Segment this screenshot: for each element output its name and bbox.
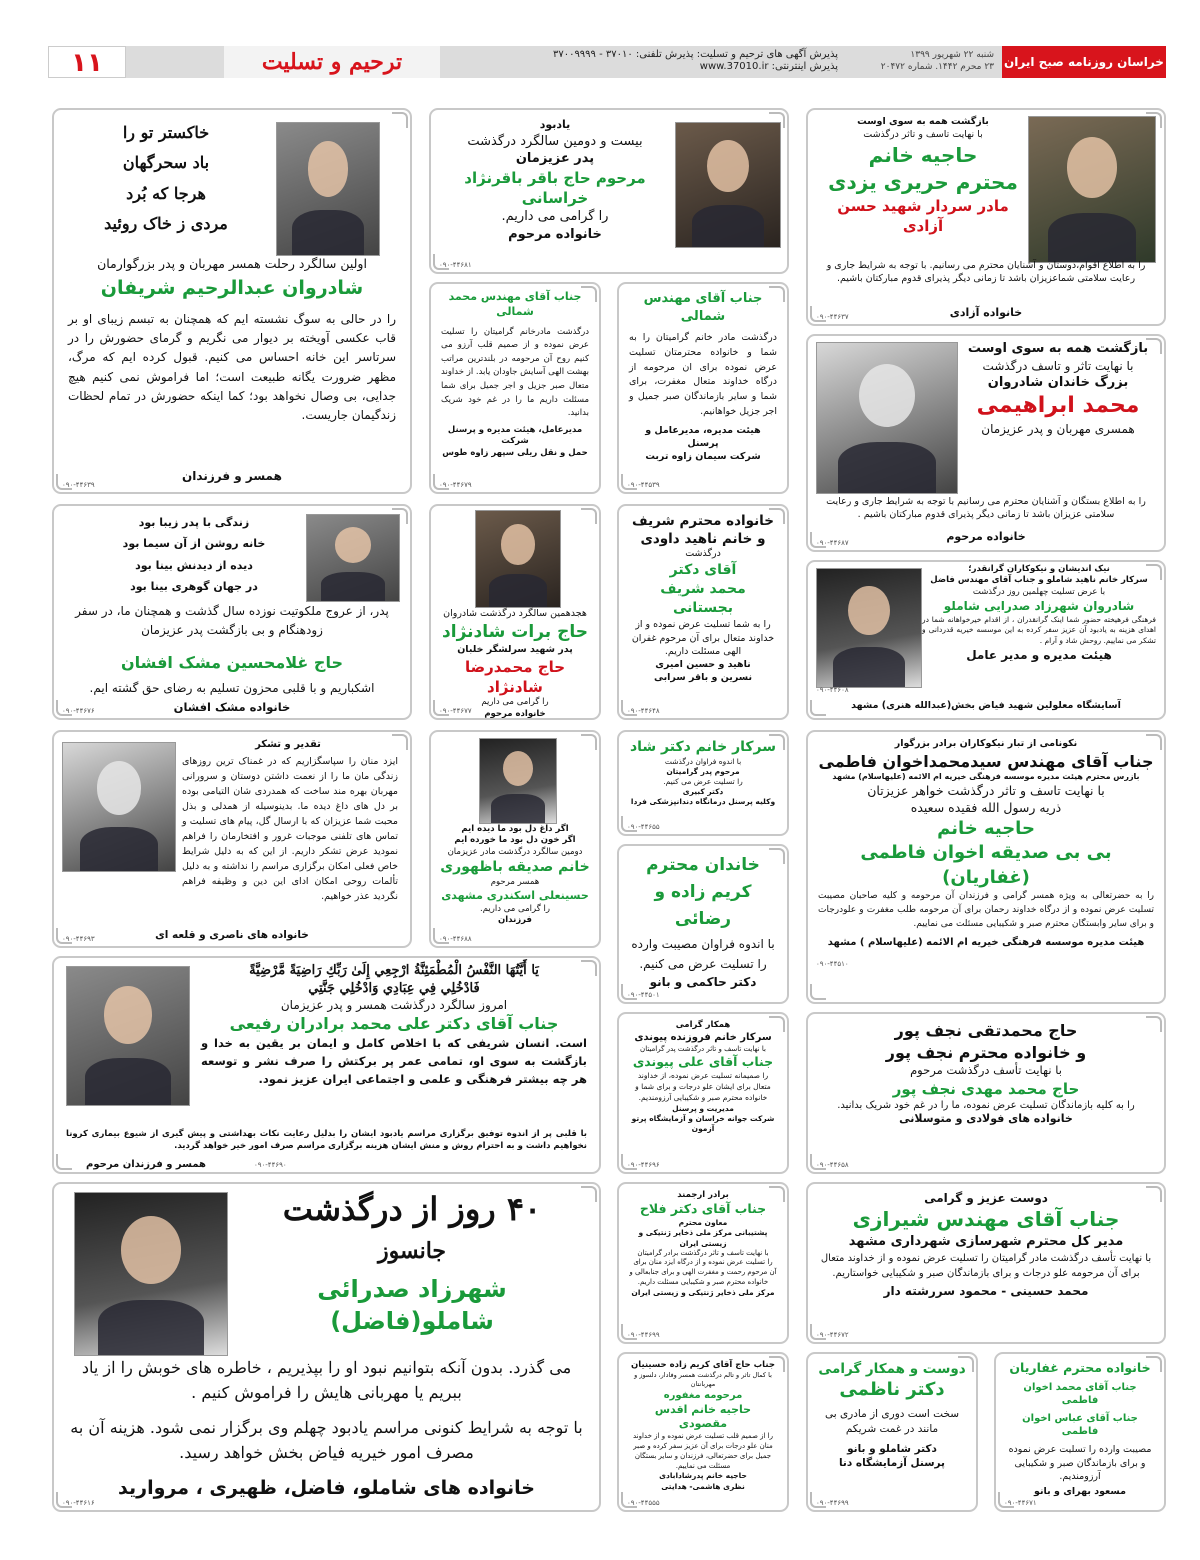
newspaper-logo: خراسان روزنامه صبح ایران (1002, 46, 1166, 78)
portrait-photo (475, 510, 561, 608)
issue-date: شنبه ۲۲ شهریور ۱۳۹۹ ۲۳ محرم ۱۴۴۲. شماره ۲۰۴۷۲ (880, 50, 994, 72)
ad-hariri-yazdi: بازگشت همه به سوی اوست با نهایت تاسف و تاثر درگذشت حاجیه خانم محترم حریری یزدی مادر سردار شهید حسن آزادی را به اطلاع اقوام،دوستان و آشنایان محترم می رسانیم. با توجه به شرایط جاری و رعایت سلامتی شماعزیزان باشد تا زمانی دیگر پذیرای قدوم مبارکتان باشیم. خانواده آزادی ۰۹۰-۴۴۶۳۷ (806, 108, 1166, 326)
portrait-photo (479, 738, 557, 824)
portrait-photo (62, 742, 176, 872)
portrait-photo (675, 122, 781, 248)
portrait-photo (1028, 116, 1156, 263)
ad-najafpour: حاج محمدتقی نجف پور و خانواده محترم نجف پور با نهایت تأسف درگذشت مرحوم حاج محمد مهدی نجف پور را به کلیه بازماندگان تسلیت عرض نموده، ما را در غم خود شریک بدانید. خانواده های فولادی و متوسلانی ۰۹۰-۴۴۶۵۸ (806, 1012, 1166, 1174)
ad-dr-fallah: برادر ارجمند جناب آقای دکتر فلاح معاون محترم پشتیبانی مرکز ملی ذخایر ژنتیکی و زیستی ایران با نهایت تاسف و تاثر درگذشت برادر گرامیتان را تسلیت عرض نموده و از درگاه ایزد منان برای آن مرحوم رحمت و مغفرت الهی و برای جنابعالی و خانواده محترم صبر و شکیبایی مسئلت داریم. مرکز ملی ذخایر ژنتیکی و زیستی ایران ۰۹۰-۴۴۶۹۹ (617, 1182, 789, 1344)
ad-naseri-thanks: تقدیر و تشکر ایزد منان را سپاسگزاریم که در غمناک ترین روزهای زندگی مان ما را از نعمت داشتن دوستان و سرورانی مهربان بهره مند ساخت که همدردی شان التیامی بوده بر دل های داغ دیده ما. بدینوسیله از همدلی و بذل محبت شما عزیزان که با ارسال گل، پیام های تسلیت و تماس های تلفنی موجبات غرور و افتخارمان را فراهم نمودید عرض تشکر داریم. از این که به دلیل شرایط خاص فعلی امکان برگزاری مراسم را نداشته و به دلیل تألمات روحی امکان ادای این دین و وظیفه فراهم نگردید عذر خواهیم. خانواده های ناصری و قلعه ای ۰۹۰-۴۴۶۹۳ (52, 730, 412, 948)
ad-40th-day-shamlou: ۴۰ روز از درگذشت جانسوز شهرزاد صدرائی شاملو(فاضل) می گذرد. بدون آنکه بتوانیم نبود او را بپذیریم ، خاطره های خوبش را از یاد ببریم یا مهربانی هایش را فراموش کنیم . با توجه به شرایط کنونی مراسم یادبود چهلم وی برگزار نمی شود. هزینه آن به مصرف امور خیریه فیاض بخش خواهد رسید. خانواده های شاملو، فاضل، ظهیری ، مروارید ۰۹۰-۴۴۶۱۶ (52, 1182, 601, 1512)
ad-dr-shad: سرکار خانم دکتر شاد با اندوه فراوان درگذشت مرحوم پدر گرامیتان را تسلیت عرض می کنیم. دکتر کبیری وکلیه پرسنل درمانگاه دندانپزشکی فردا ۰۹۰-۴۴۶۵۵ (617, 730, 789, 836)
portrait-photo (276, 122, 380, 256)
ad-karimzadeh-hosseinian: جناب حاج آقای کریم زاده حسینیان با کمال تاثر و تالم درگذشت همسر وفادار، دلسوز و مهربانتان مرحومه مغفوره حاجیه خانم اقدس مقصودی را از صمیم قلب تسلیت عرض نموده و از خداوند منان علو درجات برای آن عزیز سفر کرده و صبر جمیل برای حضرتعالی، فرزندان و سایر بستگان مسئلت می نماییم. حاجیه خانم پدرشادابادی نظری هاشمی- هدایتی ۰۹۰-۴۴۵۵۵ (617, 1352, 789, 1512)
ad-shadnejad: هجدهمین سالگرد درگذشت شادروان حاج برات شادنژاد پدر شهید سرلشگر خلبان حاج محمدرضا شادنژاد را گرامی می داریم خانواده مرحوم ۰۹۰-۴۴۶۷۷ (429, 504, 601, 720)
portrait-photo (74, 1192, 228, 1356)
ad-sharifan: خاکستر تو را باد سحرگهان هرجا که بُرد مردی ز خاک روئید اولین سالگرد رحلت همسر مهربان و پدر بزرگوارمان شادروان عبدالرحیم شریفان را در حالی به سوگ نشسته ایم که همچنان به تبسم زیبای او بر قاب عکسی آویخته بر دیوار می نگریم و گرمای حضورش را در سرتاسر این خانه احساس می کنیم. قبول کرده ایم که مرگ، مظهر ضرورت یگانه طبیعت است؛ اما فراموش نمی کنیم هیچ جدایی، بی وصال نخواهد بود؛ کما اینکه حضورش در تمام لحظات زندگیمان جاریست. همسر و فرزندان ۰۹۰-۴۴۶۳۹ (52, 108, 412, 494)
portrait-photo (816, 568, 922, 688)
portrait-photo (66, 966, 190, 1106)
ad-bazohouri: اگر داغ دل بود ما دیده ایم اگر خون دل بود ما خورده ایم دومین سالگرد درگذشت مادر عزیزمان خانم صدیقه باظهوری همسر مرحوم حسینعلی اسکندری مشهدی را گرامی می داریم. فرزندان ۰۹۰-۴۴۶۸۸ (429, 730, 601, 948)
ad-baradaran-rafiei: يَا أَيَّتُهَا النَّفْسُ الْمُطْمَئِنَّةُ ارْجِعِي إِلَىٰ رَبِّكِ رَاضِيَةً مَّرْضِيَّةً فَادْخُلِي فِي عِبَادِي وَادْخُلِي جَنَّتِي امروز سالگرد درگذشت همسر و پدر عزیزمان جناب آقای دکتر علی محمد برادران رفیعی است. انسان شریفی که با اخلاص کامل و ایمان بر یقین به خدا و بازگشت به سوی او، تمامی عمر پر برکتش را صرف نشر و توسعه هر چه بیشتر فرهنگی و علمی و اجتماعی ایران عزیز نمود. با قلبی پر از اندوه توفیق برگزاری مراسم یادبود ایشان را بدلیل رعایت نکات بهداشتی و پیش گیری از شیوع بیماری کرونا نخواهیم داشت و به احترام روش و منش ایشان هزینه برگزاری مراسم صرف امور خیر خواهد گردید. همسر و فرزندان مرحوم ۰۹۰-۴۴۶۹۰ (52, 956, 601, 1174)
ad-ghaffarian-family: خانواده محترم غفاریان جناب آقای محمد اخوان فاطمی جناب آقای عباس اخوان فاطمی مصیبت وارده را تسلیت عرض نموده و برای بازماندگان صبر و شکیبایی آرزومندیم. مسعود بهرای و بانو ۰۹۰-۴۴۶۷۱ (994, 1352, 1166, 1512)
section-title: ترحیم و تسلیت (224, 46, 440, 78)
ad-shomali-siman: جناب آقای مهندس شمالی درگذشت مادر خانم گرامیتان را به شما و خانواده محترمتان تسلیت عرض نموده برای ان مرحومه از درگاه خداوند متعال مغفرت، برای شما و سایر بازماندگان صبر جمیل و اجر جزیل خواهانیم. هیئت مدیره، مدیرعامل و پرسنل شرکت سیمان زاوه تربت ۰۹۰-۴۴۵۳۹ (617, 282, 789, 494)
portrait-photo (816, 342, 958, 494)
ad-faiyaz-bakhsh: نیک اندیشان و نیکوکاران گرانقدر؛ سرکار خانم ناهید شاملو و جناب آقای مهندس فاضل با عرض تسلیت چهلمین روز درگذشت شادروان شهرزاد صدرایی شاملو فرهنگی فرهیخته حضور شما اینک گرانقدران ، از اقدام خیرخواهانه شما در اهدای هزینه به یادبود آن عزیز سفر کرده به این موسسه خیریه قدردانی و تشکر می نماییم. روحش شاد و آرام . هیئت مدیره و مدیر عامل آسایشگاه معلولین شهید فیاض بخش(عبدالله هنری) مشهد ۰۹۰-۴۴۶۰۸ (806, 560, 1166, 720)
ad-dr-nazemi: دوست و همکار گرامی دکتر ناظمی سخت است دوری از مادری بی مانند در غمت شریکم دکتر شاملو و بانو پرسنل آزمایشگاه دنا ۰۹۰-۴۴۶۹۹ (806, 1352, 978, 1512)
ad-sharif-bajestani: خانواده محترم شریف و خانم ناهید داودی درگذشت آقای دکتر محمد شریف بجستانی را به شما تسلیت عرض نموده و از خداوند متعال برای آن مرحوم غفران الهی مسئلت داریم. ناهید و حسین امیری نسرین و باقر سرابی ۰۹۰-۴۴۶۴۸ (617, 504, 789, 720)
page-number: ۱۱ (48, 46, 126, 78)
ad-karimzadeh-rezaei: خاندان محترم کریم زاده و رضائی با اندوه فراوان مصیبت وارده را تسلیت عرض می کنیم. دکتر حاکمی و بانو ۰۹۰-۴۴۵۰۱ (617, 844, 789, 1004)
ad-shomali-rail: جناب آقای مهندس محمد شمالی درگذشت مادرخانم گرامیتان را تسلیت عرض نموده و از صمیم قلب آرزو می کنیم روح آن مرحومه در بلندترین مراتب بهشت الهی آسایش جاودان یابد. از خداوند متعال صبر جزیل و اجر جمیل برای شما مسئلت داریم ما را در غم خود شریک بدانید. مدیرعامل، هیئت مدیره و پرسنل شرکت حمل و نقل ریلی سپهر زاوه طوس ۰۹۰-۴۴۶۷۹ (429, 282, 601, 494)
ad-eng-shirazi: دوست عزیز و گرامی جناب آقای مهندس شیرازی مدیر کل محترم شهرسازی شهرداری مشهد با نهایت تأسف درگذشت مادر گرامیتان را تسلیت عرض نموده و از خداوند متعال برای آن مرحومه علو درجات و برای بازماندگان صبر و شکیبایی خواستاریم. محمد حسینی - محمود سررشته دار ۰۹۰-۴۴۶۷۲ (806, 1182, 1166, 1344)
ad-acceptance-info: پذیرش آگهی های ترحیم و تسلیت: پذیرش تلفنی: ۳۷۰۱۰ - ۳۷۰۰۹۹۹۹ پذیرش اینترنتی: www.37010.ir (552, 49, 838, 72)
ad-bagher-nejad: یادبود بیست و دومین سالگرد درگذشت پدر عزیزمان مرحوم حاج باقر باقرنژاد خراسانی را گرامی می داریم. خانواده مرحوم ۰۹۰-۴۴۶۸۱ (429, 108, 789, 274)
ad-akhavan-fatemi: نکونامی از تبار نیکوکاران برادر بزرگوار جناب آقای مهندس سیدمحمداخوان فاطمی بازرس محترم هیئت مدیره موسسه فرهنگی خیریه ام الائمه (علیهاسلام) مشهد با نهایت تاسف و تاثر درگذشت خواهر عزیزتان ذریه رسول الله فقیده سعیده حاجیه خانم بی بی صدیقه اخوان فاطمی (غفاریان) را به حضرتعالی به ویژه همسر گرامی و فرزندان آن مرحومه و کلیه صاحبان مصیبت تسلیت عرض نموده و از درگاه خداوند رحمان برای آن مرحومه طلب مغفرت و علودرجات و برای سایر وابستگان محترم صبر و شکیبایی مسئلت می نماییم. هیئت مدیره موسسه فرهنگی خیریه ام الائمه (علیهاسلام ) مشهد ۰۹۰-۴۴۵۱۰ (806, 730, 1166, 1004)
ad-moshk-afshan: زندگی با پدر زیبا بود خانه روشن از آن سیما بود دیده از دیدنش بینا بود در جهان گوهری بینا بود پدر، از عروج ملکوتیت نوزده سال گذشت و همچنان ما، در سفر زودهنگام و بی بازگشت پدر عزیزمان حاج غلامحسین مشک افشان اشکباریم و با قلبی محزون تسلیم به رضای حق گشته ایم. خانواده مشک افشان ۰۹۰-۴۴۶۷۶ (52, 504, 412, 720)
ad-ebrahimi: بازگشت همه به سوی اوست با نهایت تاثر و تاسف درگذشت بزرگ خاندان شادروان محمد ابراهیمی همسری مهربان و پدر عزیزمان را به اطلاع بستگان و آشنایان محترم می رسانیم با توجه به شرایط جاری و رعایت سلامتی عزیزان باشد تا زمانی دیگر پذیرای قدوم مبارکتان باشیم . خانواده مرحوم ۰۹۰-۴۴۶۸۷ (806, 334, 1166, 552)
page-header (48, 46, 1166, 78)
ad-peivandi: همکار گرامی سرکار خانم فروزنده پیوندی با نهایت تاسف و تاثر درگذشت پدر گرامیتان جناب آقای علی پیوندی را صمیمانه تسلیت عرض نموده، از خداوند متعال برای ایشان علو درجات و برای شما و خانواده محترم صبر و شکیبایی آرزومندیم. مدیریت و پرسنل شرکت جوانه خراسان و آزمایشگاه پرتو آزمون ۰۹۰-۴۴۶۹۶ (617, 1012, 789, 1174)
portrait-photo (306, 514, 400, 602)
